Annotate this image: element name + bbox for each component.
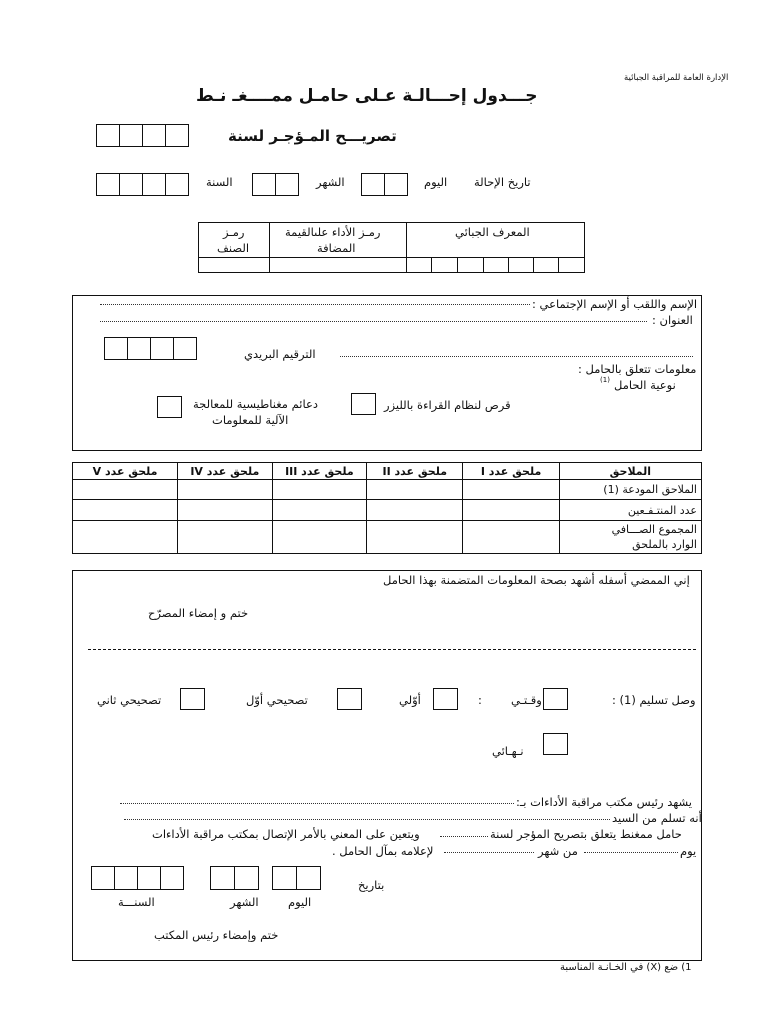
obligation-label: ويتعين على المعني بالأمر الإتصال بمكتب مراقبة الأداءات (152, 827, 420, 841)
dated-label: بتاريخ (358, 878, 385, 892)
annex-cell[interactable] (272, 480, 367, 500)
declaration-year-boxes[interactable] (96, 124, 189, 147)
postal-label: الترقيم البريدي (244, 347, 316, 361)
correction2-label: تصحيحي ثاني (97, 693, 162, 707)
office-field[interactable] (120, 803, 514, 804)
magnetic-media-label: دعائم مغناطيسية للمعالجة (193, 397, 318, 411)
receipt-label: وصل تسليم (1) : (612, 693, 696, 707)
medium-year-field[interactable] (440, 836, 488, 837)
day-label: اليوم (424, 175, 448, 189)
id-table (198, 222, 585, 273)
first-checkbox[interactable] (433, 688, 458, 710)
address-label: العنوان : (652, 313, 693, 327)
received-from-field[interactable] (124, 819, 610, 820)
vat-code-header: رمـز الأداء علىالقيمة (285, 225, 381, 239)
medium-type-label: نوعية الحامل (614, 378, 676, 392)
address-field[interactable] (100, 321, 647, 322)
year-label: السنة (206, 175, 233, 189)
laser-disc-label: قرص لنظام القراءة بالليزر (384, 398, 511, 412)
postal-dotted-line (340, 356, 693, 357)
first-label: أوّلي (399, 693, 421, 707)
correction2-checkbox[interactable] (180, 688, 205, 710)
annex-cell[interactable] (463, 521, 559, 554)
annex-header-0: الملاحق (559, 463, 701, 480)
laser-disc-checkbox[interactable] (351, 393, 376, 415)
annex-header-4: ملحق عدد IV (178, 463, 273, 480)
year-boxes[interactable] (96, 173, 189, 196)
month-boxes[interactable] (252, 173, 299, 196)
annex-cell[interactable] (367, 521, 463, 554)
annex-row-label: المجموع الصـــافي (611, 523, 697, 536)
provisional-label: وقـتـي (511, 693, 542, 707)
day-field[interactable] (584, 852, 678, 853)
transfer-date-label: تاريخ الإحالة (474, 175, 531, 189)
receipt-day-boxes[interactable] (272, 866, 321, 890)
form-title: جـــدول إحـــالـة عـلى حامـل ممــــغـ نـط (196, 86, 538, 106)
footnote-mark: (1) (600, 376, 610, 384)
annex-table (72, 462, 702, 554)
annex-cell[interactable] (463, 500, 559, 521)
annex-row-label-net (559, 521, 701, 554)
annex-row-label: الوارد بالملحق (632, 538, 697, 551)
annex-cell[interactable] (73, 500, 178, 521)
footnote: 1) ضع (X) في الخـانـة المناسبة (560, 962, 692, 973)
fiscal-id-header: المعرف الجبائي (455, 225, 530, 239)
medium-info-label: معلومات تتعلق بالحامل : (578, 362, 697, 376)
receipt-year-boxes[interactable] (91, 866, 184, 890)
receipt-month-boxes[interactable] (210, 866, 259, 890)
annex-cell[interactable] (367, 480, 463, 500)
org-name: الإدارة العامة للمراقبة الجبائية (624, 73, 729, 83)
correction1-label: تصحيحي أوّل (246, 693, 308, 707)
certification-section (72, 570, 702, 961)
day-prefix-label: يوم (680, 844, 697, 858)
annex-header-2: ملحق عدد II (367, 463, 463, 480)
declaration-year-label: تصريـــح المـؤجـر لسنة (228, 127, 397, 145)
postal-code-boxes[interactable] (104, 337, 197, 360)
medium-line-label: حامل ممغنط يتعلق بتصريح المؤجر لسنة (490, 827, 682, 841)
annex-cell[interactable] (178, 500, 273, 521)
annex-cell[interactable] (73, 521, 178, 554)
annex-cell[interactable] (463, 480, 559, 500)
certification-statement: إني الممضي أسفله أشهد بصحة المعلومات المتضمنة بهذا الحامل (383, 573, 690, 587)
name-field[interactable] (100, 304, 530, 305)
magnetic-media-checkbox[interactable] (157, 396, 182, 418)
office-chief-label: يشهد رئيس مكتب مراقبة الأداءات بـ: (516, 795, 693, 809)
chief-signature-label: ختم وإمضاء رئيس المكتب (154, 928, 279, 942)
annex-row-label: عدد المنتـفـعين (559, 500, 701, 521)
cut-line (88, 649, 696, 650)
magnetic-media-label-2: الآلية للمعلومات (212, 413, 289, 427)
annex-header-3: ملحق عدد III (272, 463, 367, 480)
receipt-month-label: الشهر (230, 895, 259, 909)
correction1-checkbox[interactable] (337, 688, 362, 710)
month-field[interactable] (444, 852, 534, 853)
annex-header-5: ملحق عدد V (73, 463, 178, 480)
receipt-year-label: السنـــة (118, 895, 155, 909)
colon-label: : (478, 693, 482, 707)
annex-cell[interactable] (178, 480, 273, 500)
category-code-header-2: الصنف (217, 241, 250, 255)
from-month-label: من شهر (538, 844, 578, 858)
name-label: الإسم واللقب أو الإسم الإجتماعي : (532, 297, 698, 311)
annex-header-1: ملحق عدد I (463, 463, 559, 480)
declarant-signature-label: ختم و إمضاء المصرّح (148, 606, 249, 620)
provisional-checkbox[interactable] (543, 688, 568, 710)
notify-label: لإعلامه بمآل الحامل . (332, 844, 434, 858)
annex-cell[interactable] (272, 521, 367, 554)
annex-cell[interactable] (73, 480, 178, 500)
annex-cell[interactable] (272, 500, 367, 521)
annex-cell[interactable] (178, 521, 273, 554)
annex-row-label: الملاحق المودعة (1) (559, 480, 701, 500)
month-label: الشهر (316, 175, 345, 189)
vat-code-header-2: المضافة (317, 241, 356, 255)
receipt-day-label: اليوم (288, 895, 312, 909)
annex-cell[interactable] (367, 500, 463, 521)
final-label: نـهـائي (492, 744, 524, 758)
received-from-label: أنه تسلم من السيد (612, 811, 702, 825)
category-code-header: رمـز (223, 225, 245, 239)
final-checkbox[interactable] (543, 733, 568, 755)
day-boxes[interactable] (361, 173, 408, 196)
